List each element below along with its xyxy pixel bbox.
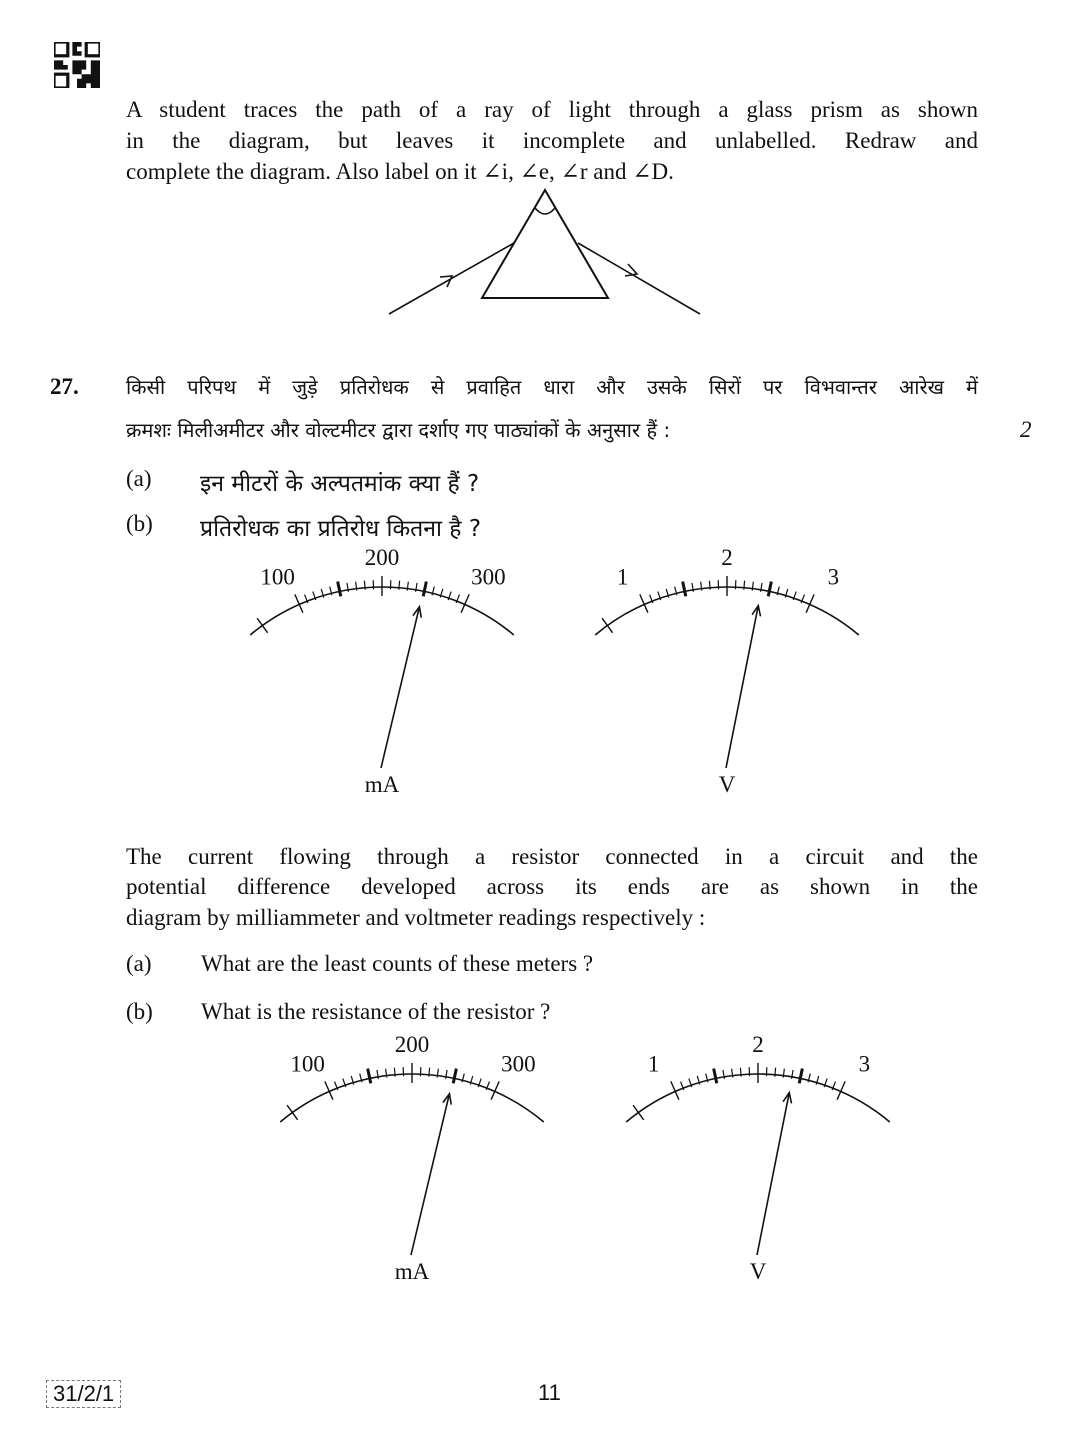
minor-tick — [364, 581, 365, 590]
paper-code: 31/2/1 — [46, 1380, 121, 1408]
voltmeter-diagram — [577, 545, 877, 800]
part-label: (b) — [126, 511, 153, 536]
scale-label: 3 — [858, 1051, 871, 1077]
half-tick — [368, 1069, 371, 1084]
minor-tick — [709, 581, 710, 590]
part-text: What is the resistance of the resistor ? — [201, 999, 551, 1024]
half-tick — [683, 582, 686, 597]
scale-label: 100 — [260, 564, 295, 590]
prism — [482, 190, 608, 298]
meter-unit-label: mA — [364, 772, 400, 797]
scale-end-tick — [257, 618, 268, 633]
question-number: 27. — [50, 374, 79, 399]
part-label: (a) — [126, 466, 152, 491]
pointer-needle — [411, 1094, 449, 1255]
half-tick — [423, 582, 426, 597]
scale-label: 3 — [827, 564, 840, 590]
minor-tick — [744, 581, 745, 590]
scale-label: 2 — [752, 1032, 764, 1057]
meter-unit-label: V — [718, 772, 736, 797]
part-label: (a) — [126, 951, 152, 976]
intro-line: in the diagram, but leaves it incomplete and unlabelled. Redraw and — [126, 128, 978, 153]
part-text: प्रतिरोधक का प्रतिरोध कितना है ? — [200, 516, 482, 542]
scale-label: 300 — [501, 1051, 536, 1077]
scale-label: 200 — [394, 1032, 430, 1057]
scale-end-tick — [602, 618, 613, 633]
qr-code — [54, 42, 100, 88]
hindi-line: क्रमशः मिलीअमीटर और वोल्टमीटर द्वारा दर्शाए गए पाठ्यांकों के अनुसार हैं : — [126, 418, 671, 442]
half-tick — [338, 582, 341, 597]
scale-end-tick — [287, 1105, 298, 1120]
part-text: इन मीटरों के अल्पतमांक क्या हैं ? — [200, 471, 480, 497]
scale-label: 2 — [721, 545, 733, 570]
english-line: The current flowing through a resistor connected in a circuit and the — [126, 844, 978, 869]
scale-label: 100 — [290, 1051, 325, 1077]
apex-angle-arc — [535, 208, 555, 214]
voltmeter-diagram — [608, 1032, 908, 1287]
prism-diagram — [380, 180, 710, 325]
milliammeter-diagram — [232, 545, 532, 800]
meter-unit-label: mA — [394, 1259, 430, 1284]
hindi-line: किसी परिपथ में जुड़े प्रतिरोधक से प्रवाहित धारा और उसके सिरों पर विभवान्तर आरेख में — [126, 375, 978, 399]
minor-tick — [775, 1068, 776, 1077]
minor-tick — [399, 581, 400, 590]
half-tick — [768, 582, 771, 597]
scale-label: 1 — [616, 564, 629, 590]
part-label: (b) — [126, 999, 153, 1024]
half-tick — [799, 1069, 802, 1084]
marks: 2 — [1020, 417, 1032, 442]
intro-line: complete the diagram. Also label on it ∠i, ∠e, ∠r and ∠D. — [126, 159, 674, 184]
emergent-arrow-icon — [625, 264, 637, 276]
part-text: What are the least counts of these meters ? — [201, 951, 594, 976]
english-line: diagram by milliammeter and voltmeter readings respectively : — [126, 905, 706, 930]
milliammeter-diagram — [262, 1032, 562, 1287]
half-tick — [453, 1069, 456, 1084]
page-number: 11 — [538, 1380, 561, 1405]
scale-label: 1 — [647, 1051, 660, 1077]
minor-tick — [740, 1068, 741, 1077]
pointer-needle — [757, 1093, 789, 1255]
english-line: potential difference developed across its ends are as shown in the — [126, 874, 978, 899]
intro-line: A student traces the path of a ray of light through a glass prism as shown — [126, 97, 978, 122]
minor-tick — [429, 1068, 430, 1077]
scale-end-tick — [633, 1105, 644, 1120]
scale-label: 300 — [471, 564, 506, 590]
minor-tick — [394, 1068, 395, 1077]
meter-unit-label: V — [749, 1259, 767, 1284]
scale-label: 200 — [364, 545, 400, 570]
pointer-needle — [381, 607, 419, 768]
pointer-needle — [726, 606, 758, 768]
half-tick — [714, 1069, 717, 1084]
